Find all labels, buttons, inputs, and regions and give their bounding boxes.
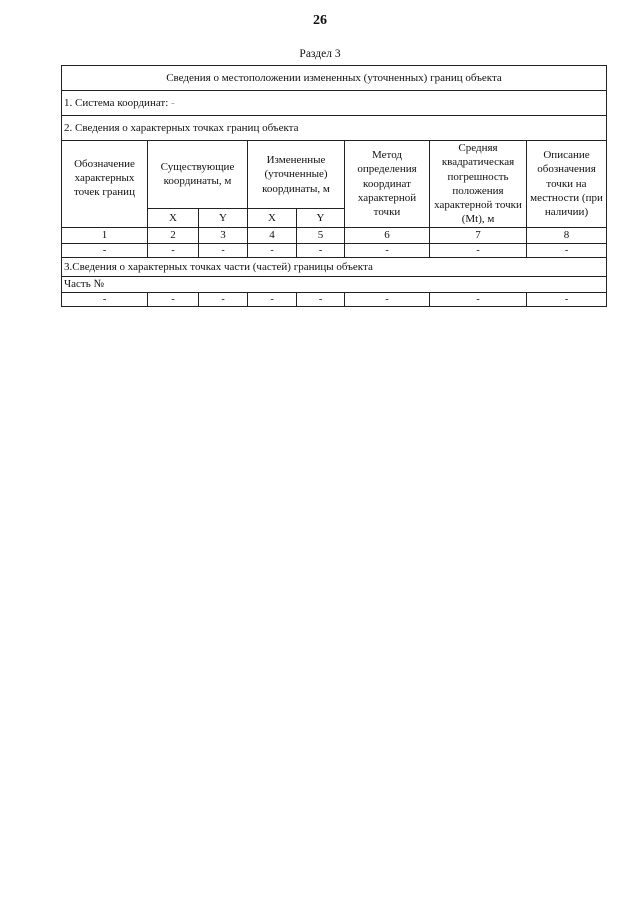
- header-description: Описание обозначения точки на местности (при наличии): [527, 141, 607, 228]
- coordinate-system-value: -: [171, 96, 175, 109]
- table-cell: -: [297, 243, 345, 257]
- header-designation-text: Обозначение характерных точек границ: [74, 157, 135, 199]
- table-title: Сведения о местоположении измененных (уточненных) границ объекта: [62, 66, 607, 91]
- table-cell: -: [62, 292, 148, 306]
- table-row: [62, 243, 607, 257]
- column-number: 3: [199, 227, 248, 243]
- table-cell: -: [527, 292, 607, 306]
- column-number: 1: [62, 227, 148, 243]
- page-number: 26: [313, 13, 327, 28]
- table-cell: -: [248, 243, 297, 257]
- header-existing-coords: Существующие координаты, м: [148, 141, 248, 209]
- column-numbers-row: [62, 227, 607, 243]
- header-error: Средняя квадратическая погрешность положения характерной точки (Mt), м: [430, 141, 527, 228]
- section-title: Раздел 3: [299, 48, 341, 60]
- table-cell: -: [345, 243, 430, 257]
- parts-heading: 3.Сведения о характерных точках части (частей) границы объекта: [62, 257, 607, 276]
- header-existing-y: Y: [199, 208, 248, 227]
- header-changed-x: X: [248, 208, 297, 227]
- table-cell: -: [148, 292, 199, 306]
- header-changed-coords: Измененные (уточненные) координаты, м: [248, 141, 345, 209]
- table-cell: -: [199, 243, 248, 257]
- table-cell: -: [527, 243, 607, 257]
- header-existing-x: X: [148, 208, 199, 227]
- column-number: 2: [148, 227, 199, 243]
- column-number: 7: [430, 227, 527, 243]
- table-cell: -: [199, 292, 248, 306]
- table-cell: -: [248, 292, 297, 306]
- table-cell: -: [345, 292, 430, 306]
- part-label: Часть №: [62, 276, 607, 292]
- table-cell: -: [148, 243, 199, 257]
- coordinate-system-label: 1. Система координат:: [64, 96, 169, 109]
- boundary-points-table: [61, 65, 607, 307]
- column-number: 8: [527, 227, 607, 243]
- table-row: [62, 292, 607, 306]
- coordinate-system-row: [62, 91, 607, 116]
- table-cell: -: [430, 292, 527, 306]
- column-number: 6: [345, 227, 430, 243]
- header-designation: [62, 141, 148, 228]
- column-number: 5: [297, 227, 345, 243]
- table-cell: -: [430, 243, 527, 257]
- points-heading: 2. Сведения о характерных точках границ объекта: [62, 116, 607, 141]
- header-method: Метод определения координат характерной точки: [345, 141, 430, 228]
- header-changed-y: Y: [297, 208, 345, 227]
- table-cell: -: [297, 292, 345, 306]
- column-number: 4: [248, 227, 297, 243]
- table-cell: -: [62, 243, 148, 257]
